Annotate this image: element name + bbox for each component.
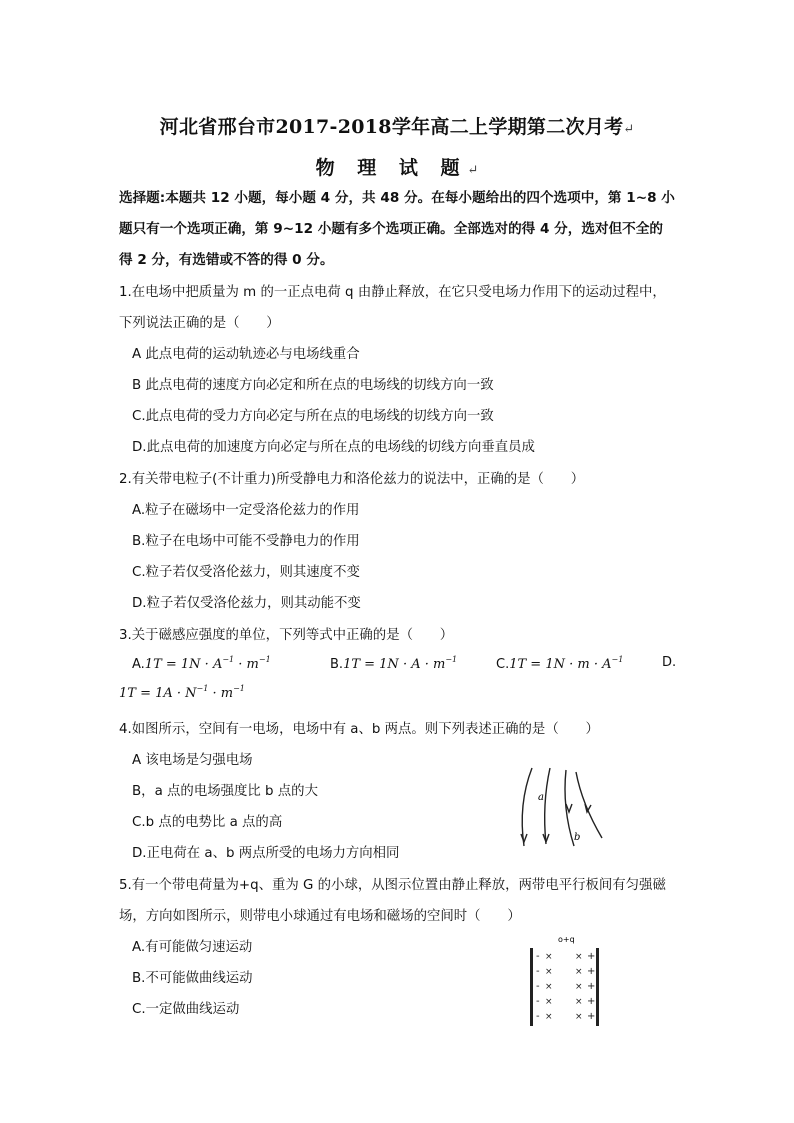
question-4-option-b: B，a 点的电场强度比 b 点的大 <box>132 784 318 799</box>
question-2-stem: 2.有关带电粒子(不计重力)所受静电力和洛伦兹力的说法中，正确的是（ ） <box>119 472 585 487</box>
question-3-option-d-label: D. <box>662 655 677 670</box>
question-5-option-c: C.一定做曲线运动 <box>132 1002 240 1017</box>
minus-sign: - <box>536 996 540 1007</box>
question-2-option-a: A.粒子在磁场中一定受洛伦兹力的作用 <box>132 503 360 518</box>
field-line <box>565 770 574 846</box>
minus-sign: - <box>536 1011 540 1022</box>
cross-mark: × <box>575 952 583 962</box>
question-1-option-b: B 此点电荷的速度方向必定和所在点的电场线的切线方向一致 <box>132 378 494 393</box>
question-4-stem: 4.如图所示，空间有一电场，电场中有 a、b 两点。则下列表述正确的是（ ） <box>119 722 599 737</box>
cross-mark: × <box>545 982 553 992</box>
question-1-option-d: D.此点电荷的加速度方向必定与所在点的电场线的切线方向垂直员成 <box>132 440 535 455</box>
cross-mark: × <box>545 952 553 962</box>
charge-label: o+q <box>558 935 575 944</box>
cross-mark: × <box>575 982 583 992</box>
minus-sign: - <box>536 981 540 992</box>
instructions-line: 得 2 分，有选错或不答的得 0 分。 <box>119 252 334 268</box>
point-a-label: a <box>538 792 544 803</box>
field-line <box>576 772 602 838</box>
question-1-stem: 1.在电场中把质量为 m 的一正点电荷 q 由静止释放，在它只受电场力作用下的运动过程中， <box>119 285 666 300</box>
question-2-option-c: C.粒子若仅受洛伦兹力，则其速度不变 <box>132 565 360 580</box>
instructions-line: 选择题:本题共 12 小题，每小题 4 分，共 48 分。在每小题给出的四个选项中，第 1~8 小 <box>119 190 675 206</box>
question-3-stem: 3.关于磁感应强度的单位，下列等式中正确的是（ ） <box>119 628 454 643</box>
cross-mark: × <box>545 1012 553 1022</box>
question-5-option-a: A.有可能做匀速运动 <box>132 940 253 955</box>
question-2-option-b: B.粒子在电场中可能不受静电力的作用 <box>132 534 360 549</box>
question-5-stem: 场，方向如图所示，则带电小球通过有电场和磁场的空间时（ ） <box>119 909 521 924</box>
field-line <box>545 768 550 844</box>
question-4-option-d: D.正电荷在 a、b 两点所受的电场力方向相同 <box>132 846 400 861</box>
question-1-stem: 下列说法正确的是（ ） <box>119 316 280 331</box>
question-4-option-c: C.b 点的电势比 a 点的高 <box>132 815 283 830</box>
question-3-option-a: $A.1T = 1N \cdot A^{-1} \cdot m^{-1}$ <box>132 655 271 672</box>
question-4-option-a: A 该电场是匀强电场 <box>132 753 253 768</box>
cross-mark: × <box>545 997 553 1007</box>
question-3-option-c: $C.1T = 1N \cdot m \cdot A^{-1}$ <box>496 655 624 672</box>
plus-sign: + <box>587 951 596 962</box>
question-2-option-d: D.粒子若仅受洛伦兹力，则其动能不变 <box>132 596 361 611</box>
plus-sign: + <box>587 1011 596 1022</box>
instructions-line: 题只有一个选项正确，第 9~12 小题有多个选项正确。全部选对的得 4 分，选对但不全的 <box>119 221 663 237</box>
cross-mark: × <box>545 967 553 977</box>
question-5-option-b: B.不可能做曲线运动 <box>132 971 253 986</box>
return-mark: ↵ <box>467 163 479 178</box>
question-1-option-a: A 此点电荷的运动轨迹必与电场线重合 <box>132 347 360 362</box>
cross-mark: × <box>575 1012 583 1022</box>
point-b-label: b <box>574 832 581 843</box>
right-plate <box>596 948 599 1026</box>
plus-sign: + <box>587 996 596 1007</box>
page-title: 河北省邢台市2017-2018学年高二上学期第二次月考↵ <box>159 116 635 138</box>
parallel-plates-figure <box>524 934 608 1028</box>
minus-sign: - <box>536 951 540 962</box>
plus-sign: + <box>587 966 596 977</box>
arrow-head-icon <box>585 804 591 812</box>
plus-sign: + <box>587 981 596 992</box>
cross-mark: × <box>575 967 583 977</box>
return-mark: ↵ <box>623 122 635 137</box>
arrow-head-icon <box>521 834 527 842</box>
question-3-option-b: $B.1T = 1N \cdot A \cdot m^{-1}$ <box>330 655 458 672</box>
minus-sign: - <box>536 966 540 977</box>
left-plate <box>530 948 533 1026</box>
electric-field-lines-figure <box>510 764 606 852</box>
question-1-option-c: C.此点电荷的受力方向必定与所在点的电场线的切线方向一致 <box>132 409 494 424</box>
page-subtitle: 物 理 试 题↵ <box>315 157 479 179</box>
cross-mark: × <box>575 997 583 1007</box>
question-3-option-d: $1T = 1A \cdot N^{-1} \cdot m^{-1}$ <box>119 684 245 701</box>
question-5-stem: 5.有一个带电荷量为+q、重为 G 的小球，从图示位置由静止释放，两带电平行板间有匀强磁 <box>119 878 666 893</box>
